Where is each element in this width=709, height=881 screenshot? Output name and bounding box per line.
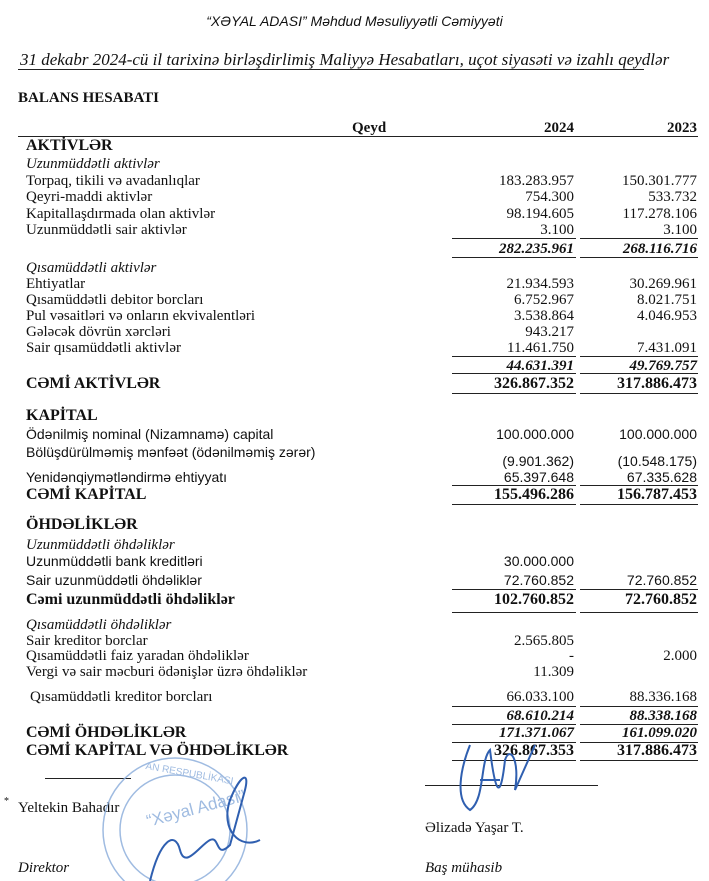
row-label: KAPİTAL bbox=[26, 407, 98, 424]
value-2024: 44.631.391 bbox=[506, 358, 574, 374]
value-2024: 183.283.957 bbox=[499, 173, 574, 189]
value-2024: 326.867.352 bbox=[494, 375, 574, 392]
value-2023: 161.099.020 bbox=[622, 725, 697, 741]
row-label: Cəmi uzunmüddətli öhdəliklər bbox=[26, 591, 235, 608]
value-2023: 100.000.000 bbox=[619, 426, 697, 442]
value-2024: 754.300 bbox=[525, 189, 574, 205]
value-2024: 155.496.286 bbox=[494, 486, 574, 503]
value-2023: 268.116.716 bbox=[622, 241, 697, 257]
svg-text:AN RESPUBLİKASI: AN RESPUBLİKASI bbox=[144, 761, 235, 788]
value-2023: 72.760.852 bbox=[626, 572, 697, 588]
value-2023: 67.335.628 bbox=[626, 469, 697, 485]
value-2024: 11.461.750 bbox=[507, 340, 574, 356]
accountant-signature bbox=[461, 745, 535, 810]
row-label: Qısamüddətli öhdəliklər bbox=[26, 617, 172, 633]
col-header-note: Qeyd bbox=[352, 120, 387, 136]
value-2023: 2.000 bbox=[663, 648, 697, 664]
row-label: Kapitallaşdırmada olan aktivlər bbox=[26, 206, 216, 222]
accountant-title: Baş mühasib bbox=[425, 860, 503, 876]
director-name: Yeltekin Bahadır bbox=[18, 800, 120, 816]
row-label: Sair uzunmüddətli öhdəliklər bbox=[26, 572, 202, 588]
value-2024: 2.565.805 bbox=[514, 633, 574, 649]
director-title: Direktor bbox=[18, 860, 70, 876]
value-2024: - bbox=[569, 648, 574, 664]
value-2023: 150.301.777 bbox=[622, 173, 697, 189]
row-label: Ehtiyatlar bbox=[26, 276, 86, 292]
value-2024: 65.397.648 bbox=[503, 469, 574, 485]
value-2024: 326.867.353 bbox=[494, 742, 574, 759]
row-label: Ödənilmiş nominal (Nizamnamə) capital bbox=[26, 426, 274, 442]
row-label: Pul vəsaitləri və onların ekvivalentləri bbox=[26, 308, 256, 324]
row-label: CƏMİ ÖHDƏLİKLƏR bbox=[26, 724, 187, 741]
value-2023: (10.548.175) bbox=[617, 453, 697, 469]
value-2023: 156.787.453 bbox=[617, 486, 697, 503]
value-2023: 533.732 bbox=[648, 189, 697, 205]
bullet-mark: * bbox=[4, 796, 9, 807]
value-2024: 11.309 bbox=[533, 664, 574, 680]
value-2024: 3.100 bbox=[540, 222, 574, 238]
row-label: Qısamüddətli aktivlər bbox=[26, 260, 157, 276]
row-label: ÖHDƏLİKLƏR bbox=[26, 516, 138, 533]
row-label: Torpaq, tikili və avadanlıqlar bbox=[26, 173, 200, 189]
value-2024: 100.000.000 bbox=[496, 426, 574, 442]
value-2024: 66.033.100 bbox=[506, 689, 574, 705]
value-2024: 282.235.961 bbox=[499, 241, 574, 257]
value-2024: 6.752.967 bbox=[514, 292, 574, 308]
value-2024: (9.901.362) bbox=[502, 453, 574, 469]
row-label: Sair kreditor borclar bbox=[26, 633, 148, 649]
company-stamp bbox=[103, 758, 247, 881]
row-label: Bölüşdürülməmiş mənfəət (ödənilməmiş zərər) bbox=[26, 444, 316, 460]
row-label: Uzunmüddətli bank kreditləri bbox=[26, 553, 203, 569]
value-2024: 102.760.852 bbox=[494, 591, 574, 608]
row-label: Uzunmüddətli aktivlər bbox=[26, 156, 160, 172]
row-label: AKTİVLƏR bbox=[26, 137, 113, 154]
row-label: CƏMİ AKTİVLƏR bbox=[26, 375, 161, 392]
value-2024: 3.538.864 bbox=[514, 308, 574, 324]
row-label: Uzunmüddətli öhdəliklər bbox=[26, 537, 175, 553]
value-2024: 30.000.000 bbox=[503, 553, 574, 569]
row-label: Qısamüddətli faiz yaradan öhdəliklər bbox=[26, 648, 249, 664]
row-label: Gələcək dövrün xərcləri bbox=[26, 324, 171, 340]
value-2024: 72.760.852 bbox=[503, 572, 574, 588]
value-2024: 68.610.214 bbox=[506, 708, 574, 724]
row-label: CƏMİ KAPİTAL bbox=[26, 486, 147, 503]
row-label: Qısamüddətli kreditor borcları bbox=[30, 689, 213, 705]
col-header-2024: 2024 bbox=[544, 120, 574, 136]
svg-text:“Xəyal Adası”: “Xəyal Adası” bbox=[144, 786, 247, 831]
value-2023: 8.021.751 bbox=[637, 292, 697, 308]
section-title: BALANS HESABATI bbox=[18, 90, 160, 106]
value-2023: 117.278.106 bbox=[622, 206, 697, 222]
row-label: Qısamüddətli debitor borcları bbox=[26, 292, 204, 308]
value-2023: 88.338.168 bbox=[629, 708, 697, 724]
row-label: CƏMİ KAPİTAL VƏ ÖHDƏLİKLƏR bbox=[26, 742, 289, 759]
value-2024: 98.194.605 bbox=[506, 206, 574, 222]
value-2023: 317.886.473 bbox=[617, 742, 697, 759]
accountant-name: Əlizadə Yaşar T. bbox=[425, 820, 524, 836]
col-header-2023: 2023 bbox=[667, 120, 697, 136]
company-title: “XƏYAL ADASI” Məhdud Məsuliyyətli Cəmiyyəti bbox=[206, 13, 503, 29]
value-2023: 72.760.852 bbox=[625, 591, 697, 608]
value-2023: 88.336.168 bbox=[629, 689, 697, 705]
report-subtitle: 31 dekabr 2024-cü il tarixinə birləşdirlimiş Maliyyə Hesabatları, uçot siyasəti və izahlı qeydlər bbox=[20, 50, 670, 69]
row-label: Sair qısamüddətli aktivlər bbox=[26, 340, 181, 356]
director-signature bbox=[150, 778, 260, 881]
value-2024: 171.371.067 bbox=[499, 725, 574, 741]
value-2023: 30.269.961 bbox=[629, 276, 697, 292]
row-label: Vergi və sair məcburi ödənişlər üzrə öhdəliklər bbox=[26, 664, 308, 680]
row-label: Uzunmüddətli sair aktivlər bbox=[26, 222, 187, 238]
value-2024: 21.934.593 bbox=[506, 276, 574, 292]
value-2023: 3.100 bbox=[663, 222, 697, 238]
row-label: Qeyri-maddi aktivlər bbox=[26, 189, 153, 205]
value-2023: 4.046.953 bbox=[637, 308, 697, 324]
row-label: Yenidənqiymətləndirmə ehtiyyatı bbox=[26, 469, 228, 485]
value-2024: 943.217 bbox=[525, 324, 574, 340]
value-2023: 317.886.473 bbox=[617, 375, 697, 392]
value-2023: 7.431.091 bbox=[637, 340, 697, 356]
value-2023: 49.769.757 bbox=[629, 358, 697, 374]
